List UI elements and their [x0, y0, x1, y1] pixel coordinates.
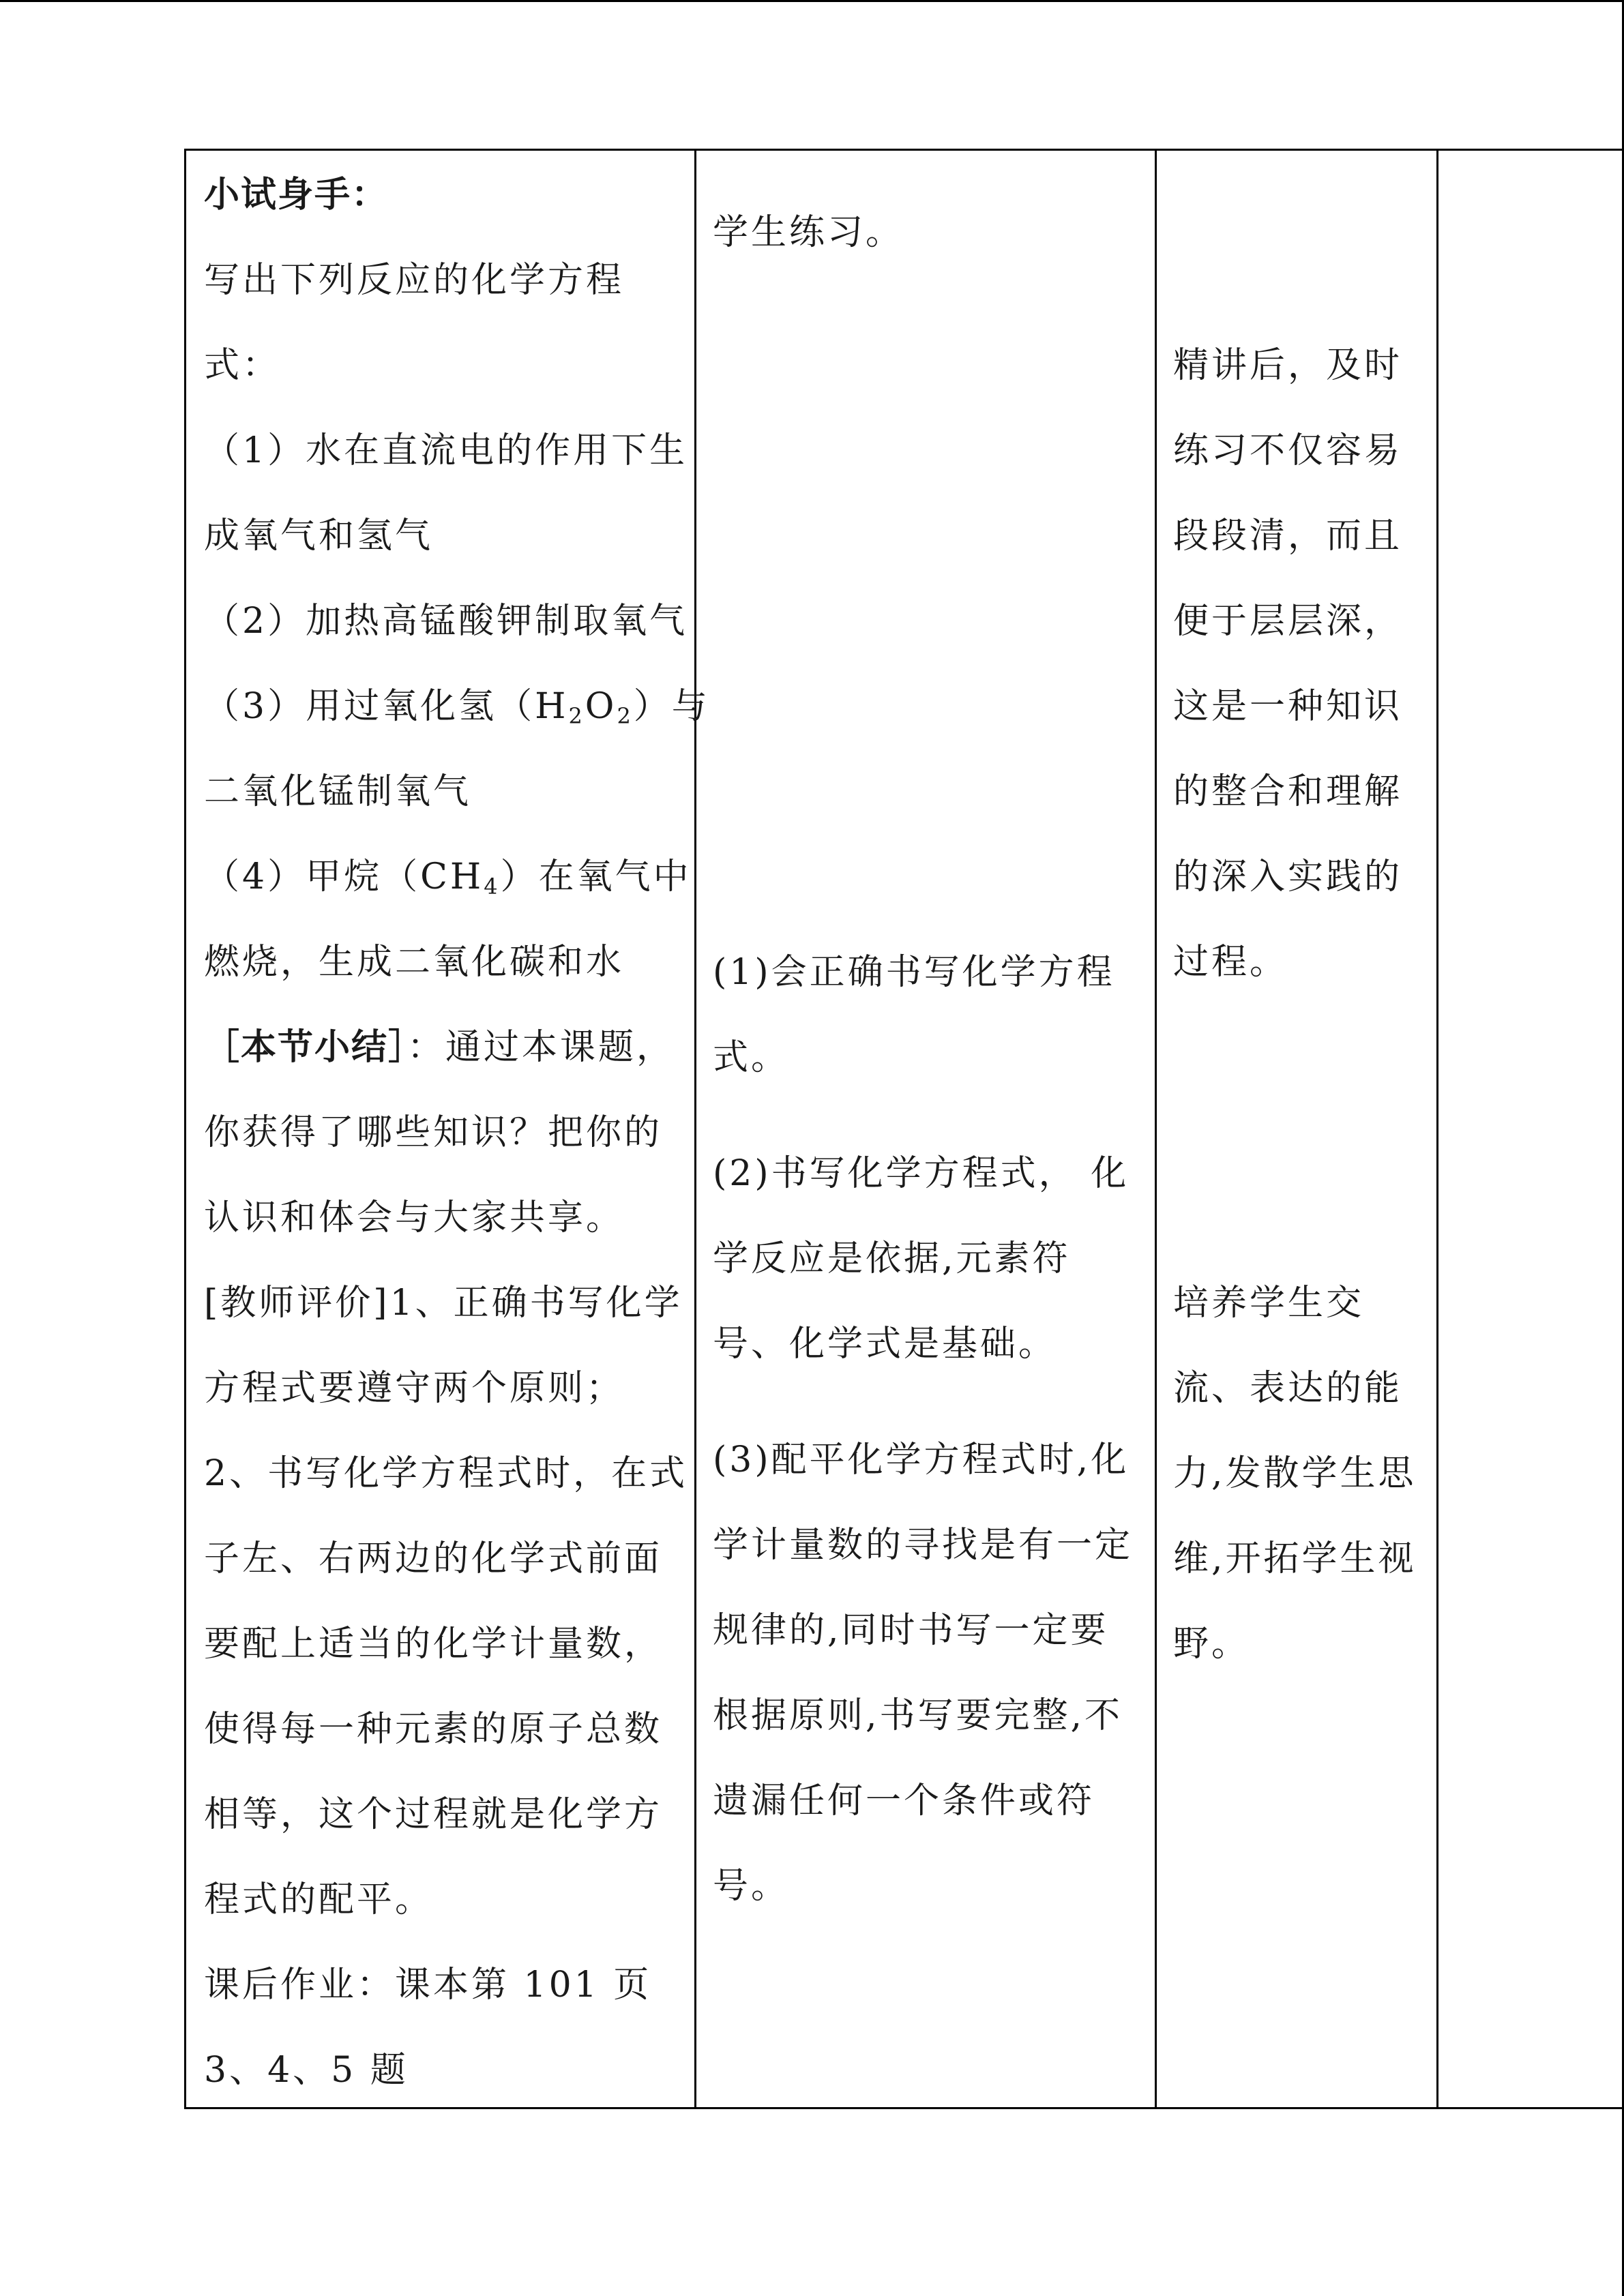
practice-heading: 小试身手： [204, 175, 389, 215]
page-top-border [0, 0, 1624, 2]
activity-line: 式。 [713, 1037, 790, 1078]
activity-line: (3)配平化学方程式时,化 [713, 1440, 1130, 1480]
lesson-plan-table [184, 149, 1624, 2109]
intent-line: 练习不仅容易 [1173, 430, 1403, 471]
intent-line: 维,开拓学生视 [1173, 1538, 1417, 1579]
content-line: （1）水在直流电的作用下生 [204, 430, 688, 471]
intent-line: 过程。 [1173, 942, 1288, 983]
content-line: 成氧气和氢气 [204, 516, 434, 556]
content-line: 程式的配平。 [204, 1879, 434, 1920]
content-line: 方程式要遵守两个原则； [204, 1368, 625, 1409]
summary-label: ［本节小结］ [204, 1027, 408, 1068]
intent-line: 精讲后，及时 [1173, 345, 1403, 386]
content-line: 要配上适当的化学计量数， [204, 1624, 663, 1665]
content-line-item-4: （4）甲烷$(CH_4)$在氧气中 [204, 856, 692, 899]
intent-line: 力,发散学生思 [1173, 1453, 1417, 1494]
activity-line: (2)书写化学方程式， 化 [713, 1153, 1130, 1194]
summary-line: ［本节小结］：通过本课题， [204, 1027, 675, 1068]
notes-cell [1438, 151, 1624, 2107]
intent-line: 这是一种知识 [1173, 686, 1403, 727]
content-line: 2、书写化学方程式时，在式 [204, 1453, 688, 1494]
activity-line: 学反应是依据,元素符 [713, 1238, 1071, 1279]
content-line: 写出下列反应的化学方程 [204, 260, 625, 301]
content-line: 你获得了哪些知识？把你的 [204, 1112, 663, 1153]
activity-line: (1)会正确书写化学方程 [713, 952, 1115, 993]
homework-line: 课后作业：课本第 101 页 [204, 1965, 652, 2006]
content-line: （2）加热高锰酸钾制取氧气 [204, 601, 688, 642]
content-line: 燃烧，生成二氧化碳和水 [204, 942, 625, 983]
content-line: 相等，这个过程就是化学方 [204, 1794, 663, 1835]
content-line: 使得每一种元素的原子总数 [204, 1709, 663, 1750]
content-line: 式： [204, 345, 281, 386]
activity-line: 根据原则,书写要完整,不 [713, 1695, 1123, 1736]
intent-line: 便于层层深， [1173, 601, 1403, 642]
content-line: 认识和体会与大家共享。 [204, 1197, 625, 1238]
intent-line: 培养学生交 [1173, 1283, 1365, 1324]
column-divider-2 [1155, 151, 1157, 2107]
column-divider-1 [694, 151, 696, 2107]
activity-line: 号、化学式是基础。 [713, 1324, 1057, 1365]
content-line-item-3: （3）用过氧化氢$(H_2O_2)$与 [204, 686, 710, 729]
intent-line: 野。 [1173, 1624, 1250, 1665]
activity-line: 遗漏任何一个条件或符 [713, 1780, 1095, 1821]
homework-line: 3、4、5 题 [204, 2050, 409, 2091]
intent-line: 的整合和理解 [1173, 771, 1403, 812]
intent-line: 流、表达的能 [1173, 1368, 1403, 1409]
activity-line: 号。 [713, 1866, 790, 1907]
activity-line: 学计量数的寻找是有一定 [713, 1525, 1134, 1566]
intent-line: 的深入实践的 [1173, 856, 1403, 897]
content-line: [教师评价]1、正确书写化学 [204, 1283, 683, 1324]
intent-line: 段段清，而且 [1173, 516, 1403, 556]
content-line: 子左、右两边的化学式前面 [204, 1538, 663, 1579]
activity-intro: 学生练习。 [713, 212, 904, 253]
content-line: 二氧化锰制氧气 [204, 771, 472, 812]
activity-line: 规律的,同时书写一定要 [713, 1610, 1109, 1651]
